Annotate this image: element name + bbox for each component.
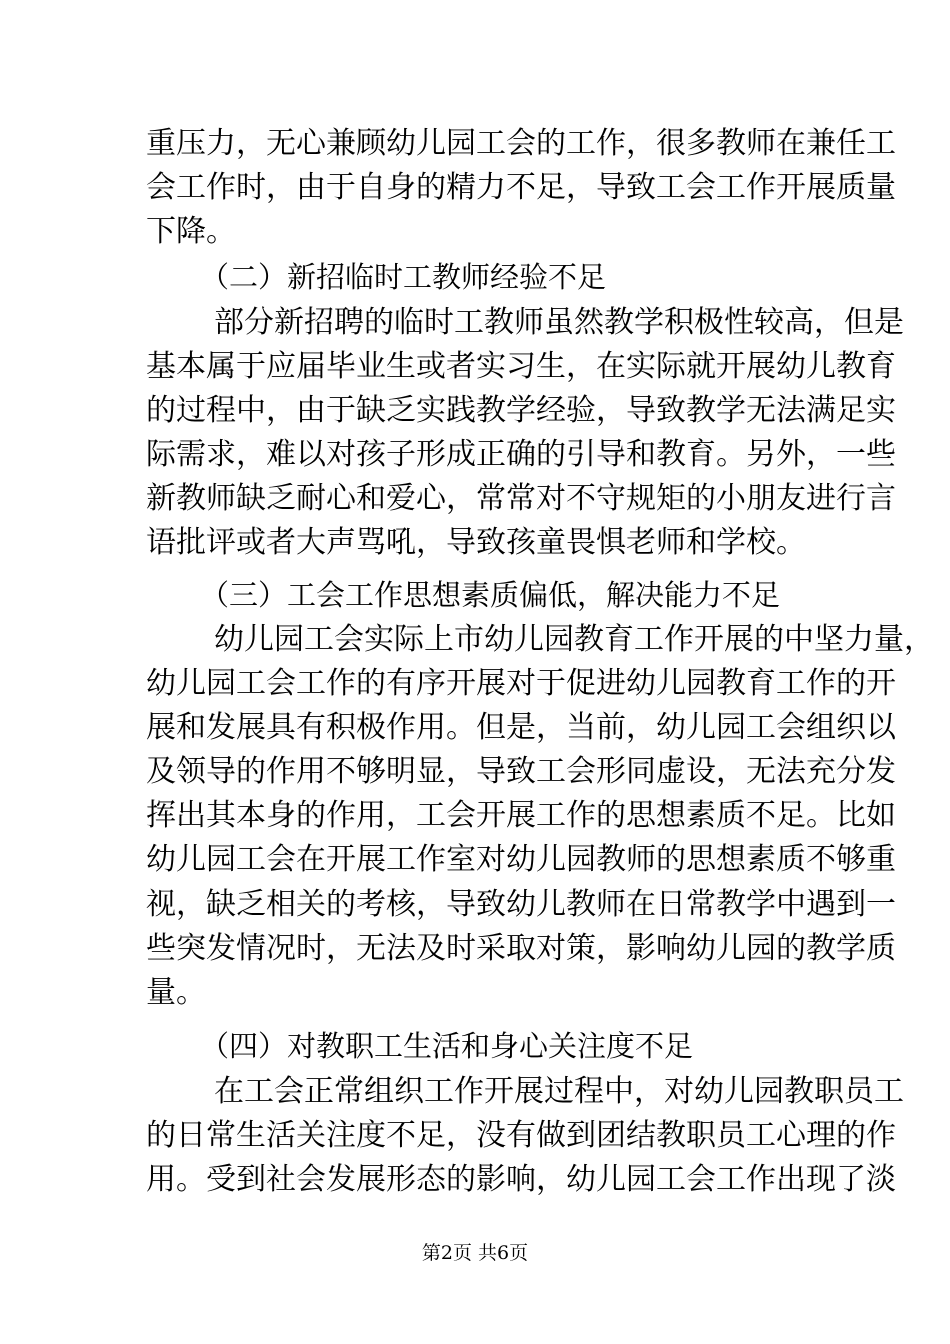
section-heading-4: （四）对教职工生活和身心关注度不足 xyxy=(200,1029,694,1063)
paragraph-3-line-3: 展和发展具有积极作用。但是，当前，幼儿园工会组织以 xyxy=(146,710,896,745)
paragraph-4-line-1: 在工会正常组织工作开展过程中，对幼儿园教职员工 xyxy=(214,1074,904,1109)
paragraph-3-line-4: 及领导的作用不够明显，导致工会形同虚设，无法充分发 xyxy=(146,754,896,789)
paragraph-1-line-3: 下降。 xyxy=(146,214,236,249)
paragraph-4-line-2: 的日常生活关注度不足，没有做到团结教职员工心理的作 xyxy=(146,1118,896,1153)
paragraph-3-line-9: 量。 xyxy=(146,975,206,1010)
paragraph-1-line-2: 会工作时，由于自身的精力不足，导致工会工作开展质量 xyxy=(146,170,896,205)
paragraph-2-line-2: 基本属于应届毕业生或者实习生，在实际就开展幼儿教育 xyxy=(146,349,896,384)
section-heading-2: （二）新招临时工教师经验不足 xyxy=(200,260,607,294)
paragraph-3-line-7: 视，缺乏相关的考核，导致幼儿教师在日常教学中遇到一 xyxy=(146,887,896,922)
paragraph-3-line-5: 挥出其本身的作用，工会开展工作的思想素质不足。比如 xyxy=(146,798,896,833)
paragraph-2-line-5: 新教师缺乏耐心和爱心，常常对不守规矩的小朋友进行言 xyxy=(146,481,896,516)
paragraph-2-line-3: 的过程中，由于缺乏实践教学经验，导致教学无法满足实 xyxy=(146,393,896,428)
paragraph-2-line-6: 语批评或者大声骂吼，导致孩童畏惧老师和学校。 xyxy=(146,525,806,560)
page-number-footer: 第2页 共6页 xyxy=(421,1242,529,1264)
paragraph-1-line-1: 重压力，无心兼顾幼儿园工会的工作，很多教师在兼任工 xyxy=(146,126,896,161)
paragraph-3-line-1: 幼儿园工会实际上市幼儿园教育工作开展的中坚力量， xyxy=(214,622,934,657)
paragraph-3-line-6: 幼儿园工会在开展工作室对幼儿园教师的思想素质不够重 xyxy=(146,842,896,877)
paragraph-4-line-3: 用。受到社会发展形态的影响，幼儿园工会工作出现了淡 xyxy=(146,1162,896,1197)
paragraph-2-line-4: 际需求，难以对孩子形成正确的引导和教育。另外，一些 xyxy=(146,437,896,472)
paragraph-3-line-8: 些突发情况时，无法及时采取对策，影响幼儿园的教学质 xyxy=(146,931,896,966)
paragraph-2-line-1: 部分新招聘的临时工教师虽然教学积极性较高，但是 xyxy=(214,305,904,340)
paragraph-3-line-2: 幼儿园工会工作的有序开展对于促进幼儿园教育工作的开 xyxy=(146,666,896,701)
section-heading-3: （三）工会工作思想素质偏低，解决能力不足 xyxy=(200,578,781,612)
